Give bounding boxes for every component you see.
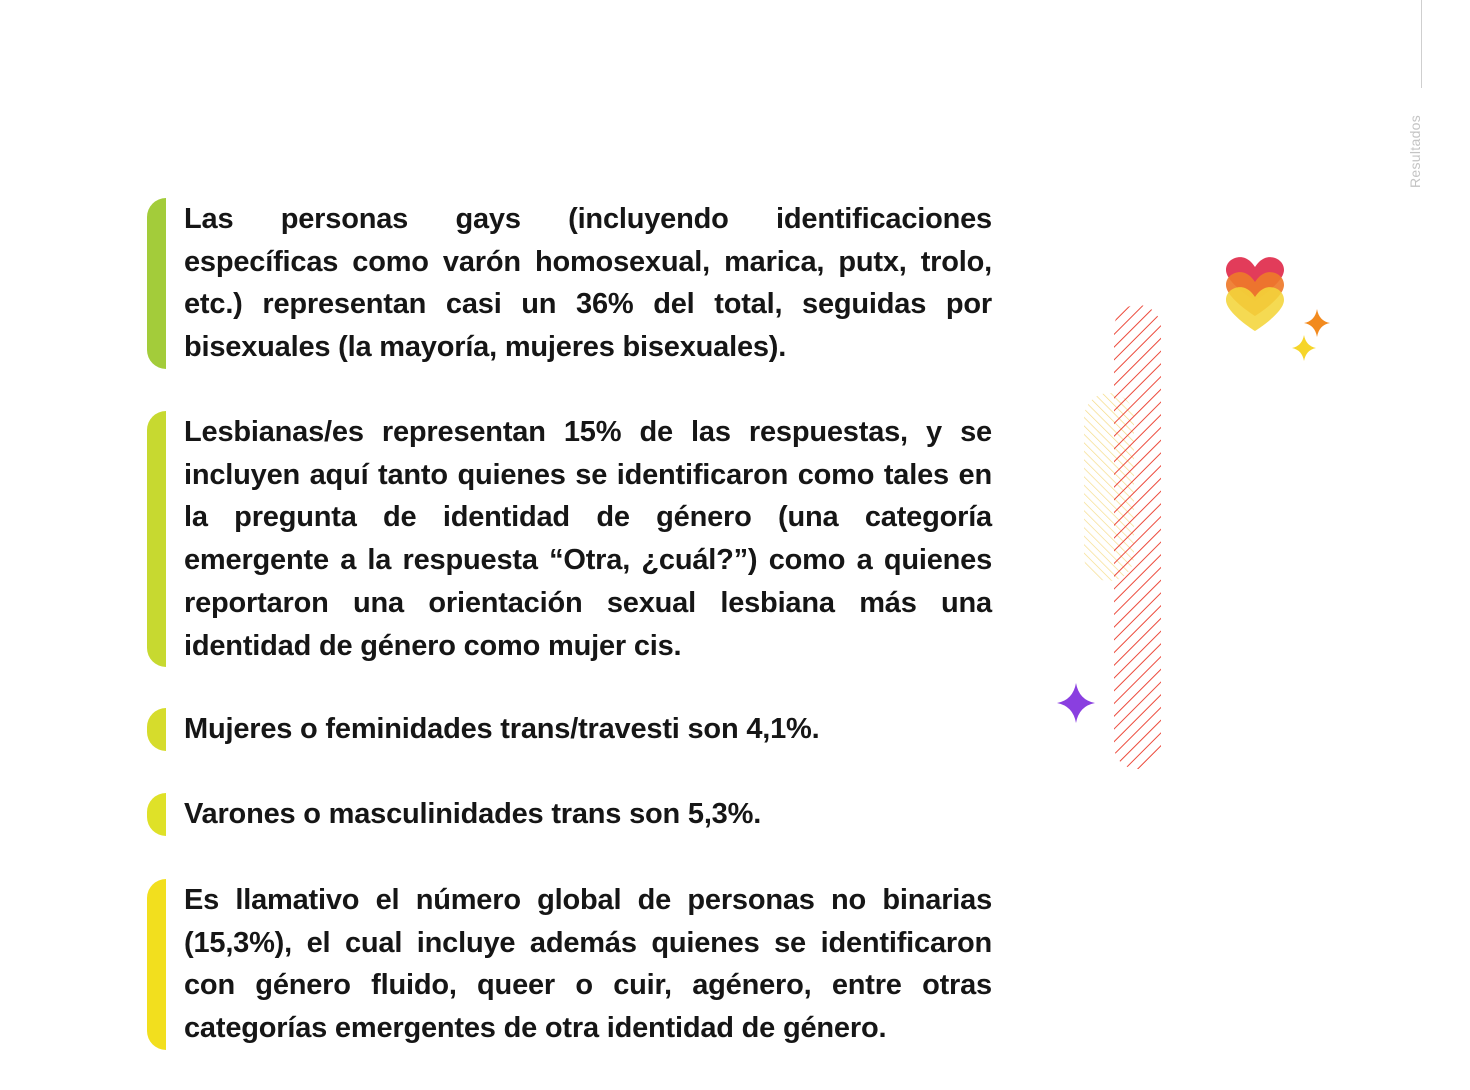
heart-icon [1226, 257, 1284, 331]
paragraph-text: Las personas gays (incluyendo identificaciones específicas como varón homosexual, marica, putx, trolo, etc.) representan casi un 36% del total, seguidas por bisexuales (la mayoría, mujeres bisexuales). [184, 203, 992, 364]
sparkle-icon [1304, 309, 1330, 337]
hatched-stripe-red [1114, 305, 1161, 769]
paragraph-block-gays [147, 198, 992, 369]
paragraph-block-no-binarias [147, 879, 992, 1050]
paragraph-text: Lesbianas/es representan 15% de las respuestas, y se incluyen aquí tanto quienes se identificaron como tales en la pregunta de identidad de género (una categoría emergente a la respuesta “Otra, ¿cuál?”) como a quienes reportaron una orientación sexual lesbiana más una identidad de género como mujer cis. [184, 416, 992, 662]
section-label: Resultados [1407, 114, 1423, 188]
decorative-illustration [1040, 255, 1340, 775]
accent-bar [147, 198, 166, 369]
paragraph-block-mujeres-trans [147, 708, 992, 751]
paragraph-text: Varones o masculinidades trans son 5,3%. [184, 798, 762, 830]
paragraph-text: Es llamativo el número global de personas no binarias (15,3%), el cual incluye además quienes se identificaron con género fluido, queer o cuir, agénero, entre otras categorías emergentes de otra identidad de género. [184, 884, 992, 1045]
accent-bar [147, 879, 166, 1050]
sparkle-icon [1292, 335, 1316, 361]
sparkle-icon [1057, 683, 1095, 723]
paragraph-block-varones-trans [147, 793, 992, 836]
paragraph-block-lesbianas [147, 411, 992, 667]
accent-bar [147, 411, 166, 667]
paragraph-text: Mujeres o feminidades trans/travesti son 4,1%. [184, 713, 820, 745]
side-divider-line [1421, 0, 1422, 88]
